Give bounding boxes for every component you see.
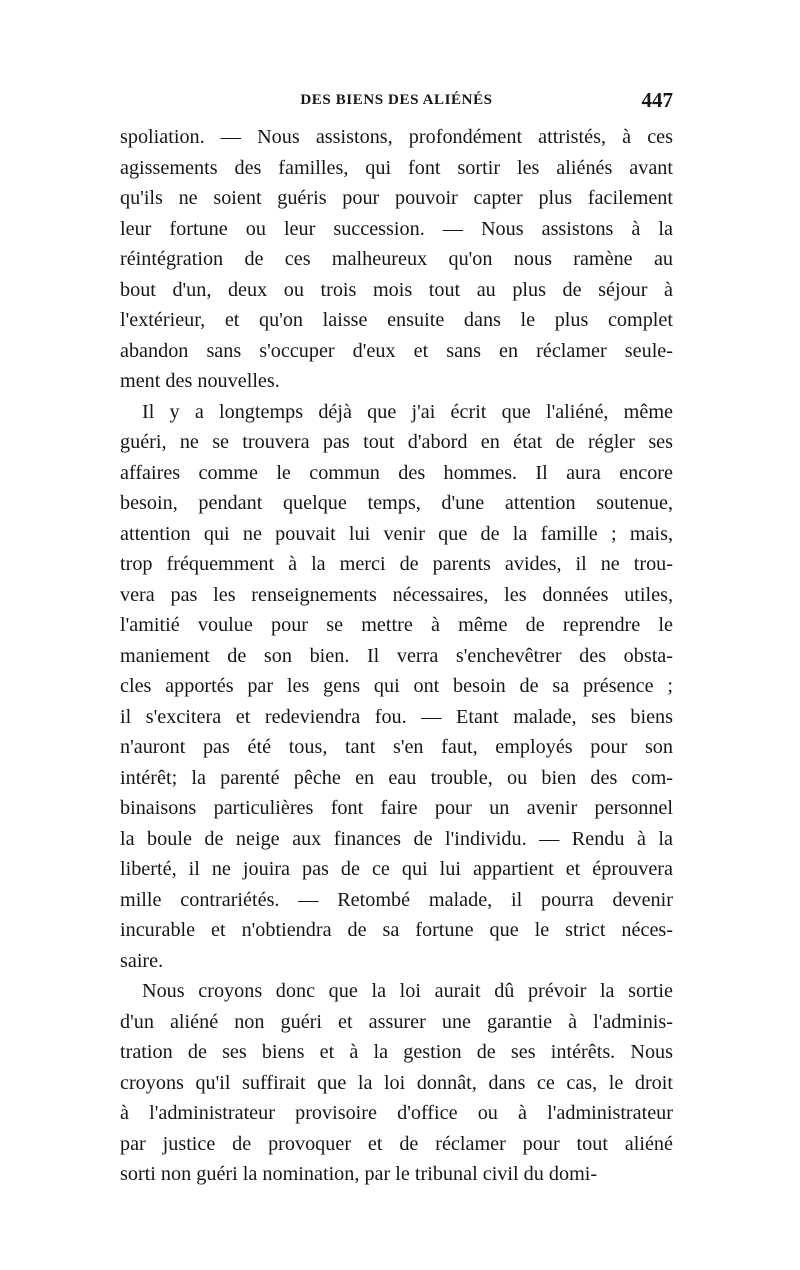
text-line: abandon sans s'occuper d'eux et sans en réclamer seule- (120, 339, 673, 362)
text-line: saire. (120, 949, 164, 972)
text-line: liberté, il ne jouira pas de ce qui lui appartient et éprouvera (120, 858, 673, 880)
text-line: trop fréquemment à la merci de parents avides, il ne trou- (120, 553, 673, 575)
text-line: il s'excitera et redeviendra fou. — Etant malade, ses biens (120, 705, 673, 728)
text-line: binaisons particulières font faire pour un avenir personnel (120, 797, 673, 819)
text-line: mille contrariétés. — Retombé malade, il pourra devenir (120, 888, 673, 911)
text-line: maniement de son bien. Il verra s'enchevêtrer des obsta- (120, 644, 673, 667)
text-line: sorti non guéri la nomination, par le tribunal civil du domi- (120, 1163, 598, 1185)
text-line: ment des nouvelles. (120, 370, 280, 392)
text-line: bout d'un, deux ou trois mois tout au plus de séjour à (120, 278, 673, 301)
text-line: vera pas les renseignements nécessaires, les données utiles, (120, 583, 673, 606)
text-line: agissements des familles, qui font sortir les aliénés avant (120, 156, 673, 179)
running-title: DES BIENS DES ALIÉNÉS (300, 92, 493, 108)
text-line: spoliation. — Nous assistons, profondément attristés, à ces (120, 126, 673, 148)
text-line: croyons qu'il suffirait que la loi donnât, dans ce cas, le droit (120, 1071, 673, 1094)
paragraph (120, 976, 673, 1190)
text-line: l'extérieur, et qu'on laisse ensuite dans le plus complet (120, 309, 673, 331)
text-line: leur fortune ou leur succession. — Nous assistons à la (120, 217, 673, 240)
paragraph (120, 397, 673, 977)
text-line: n'auront pas été tous, tant s'en faut, employés pour son (120, 736, 673, 758)
text-line: qu'ils ne soient guéris pour pouvoir capter plus facilement (120, 187, 673, 209)
text-line: attention qui ne pouvait lui venir que de la famille ; mais, (120, 522, 673, 545)
text-line: intérêt; la parenté pêche en eau trouble, ou bien des com- (120, 766, 673, 789)
text-line: guéri, ne se trouvera pas tout d'abord en état de régler ses (120, 431, 673, 453)
text-line: incurable et n'obtiendra de sa fortune que le strict néces- (120, 919, 673, 941)
text-line: la boule de neige aux finances de l'individu. — Rendu à la (120, 827, 673, 850)
text-line: Il y a longtemps déjà que j'ai écrit que l'aliéné, même (142, 400, 673, 423)
text-line: cles apportés par les gens qui ont besoin de sa présence ; (120, 675, 673, 697)
page-number: 447 (641, 88, 673, 112)
text-line: l'amitié voulue pour se mettre à même de reprendre le (120, 614, 673, 636)
paragraph (120, 122, 673, 397)
text-line: d'un aliéné non guéri et assurer une garantie à l'adminis- (120, 1010, 673, 1033)
running-head (120, 88, 673, 118)
text-line: Nous croyons donc que la loi aurait dû prévoir la sortie (142, 980, 673, 1002)
text-line: tration de ses biens et à la gestion de ses intérêts. Nous (120, 1041, 673, 1063)
text-line: réintégration de ces malheureux qu'on nous ramène au (120, 248, 673, 270)
text-line: par justice de provoquer et de réclamer pour tout aliéné (120, 1132, 673, 1155)
text-line: affaires comme le commun des hommes. Il aura encore (120, 461, 673, 484)
body-text (120, 122, 673, 1190)
text-line: besoin, pendant quelque temps, d'une attention soutenue, (120, 492, 673, 514)
text-line: à l'administrateur provisoire d'office ou à l'administrateur (120, 1102, 673, 1124)
